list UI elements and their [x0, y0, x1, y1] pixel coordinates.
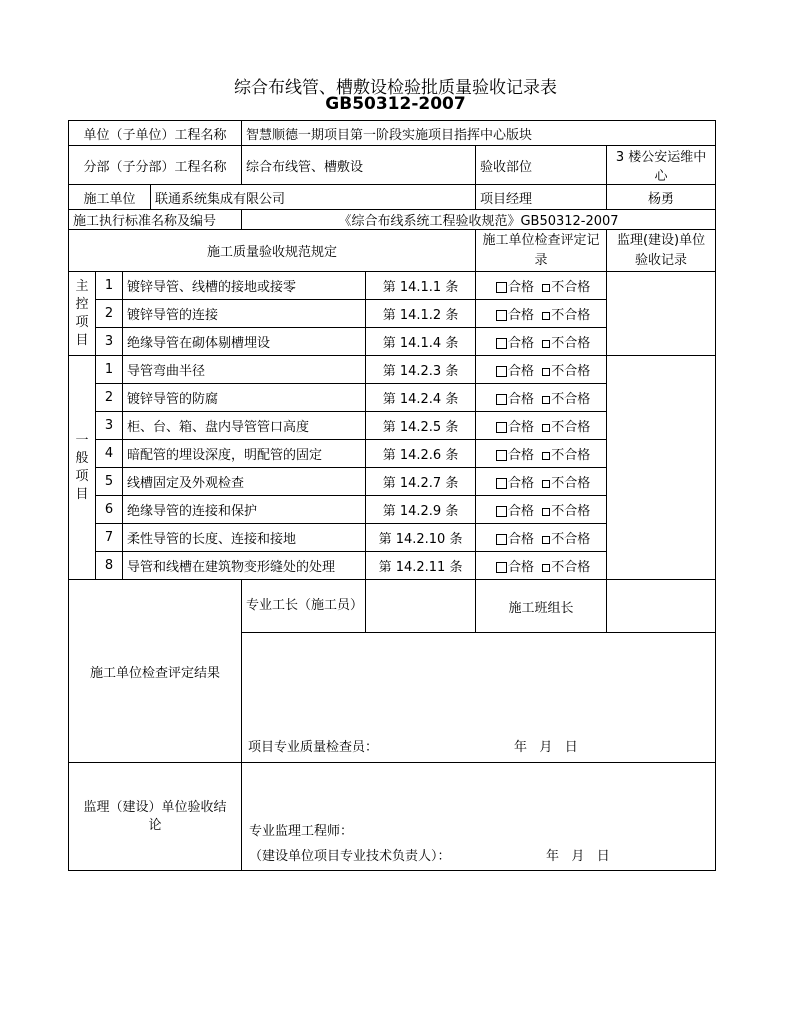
check-options: 合格 不合格: [476, 524, 607, 552]
fail-checkbox[interactable]: [542, 396, 550, 404]
team-leader-signature-field[interactable]: [607, 580, 716, 633]
pass-checkbox[interactable]: [496, 366, 507, 377]
fail-checkbox[interactable]: [542, 284, 550, 292]
contractor-label: 施工单位: [69, 185, 151, 210]
owner-label: （建设单位项目专业技术负责人）：: [249, 849, 451, 864]
fail-checkbox[interactable]: [542, 424, 550, 432]
check-options: 合格 不合格: [476, 328, 607, 356]
check-options: 合格 不合格: [476, 496, 607, 524]
check-options: 合格 不合格: [476, 440, 607, 468]
fail-checkbox[interactable]: [542, 508, 550, 516]
fail-checkbox[interactable]: [542, 452, 550, 460]
contractor-signature-area[interactable]: [242, 633, 716, 763]
item-clause: 第 14.2.7 条: [366, 468, 476, 496]
item-description: 镀锌导管的防腐: [123, 384, 366, 412]
item-number: 2: [96, 384, 123, 412]
item-clause: 第 14.1.1 条: [366, 272, 476, 300]
item-number: 5: [96, 468, 123, 496]
unit-name-label: 单位（子单位）工程名称: [69, 121, 242, 146]
accept-part-label: 验收部位: [476, 146, 607, 185]
spec-column-header: 施工质量验收规范规定: [69, 230, 476, 272]
foreman-label: 专业工长（施工员）: [242, 580, 366, 633]
supervisor-record-main[interactable]: [607, 272, 716, 356]
form-title: 综合布线管、槽敷设检验批质量验收记录表: [234, 78, 557, 98]
pm-label: 项目经理: [476, 185, 607, 210]
inspection-table: [68, 120, 716, 871]
accept-part-value: 3 楼公安运维中心: [607, 146, 716, 185]
contractor-eval-header: 施工单位检查评定记录: [476, 230, 607, 272]
supervisor-date: 年 月 日: [546, 849, 610, 864]
engineer-label: 专业监理工程师：: [249, 824, 354, 839]
item-description: 镀锌导管、线槽的接地或接零: [123, 272, 366, 300]
item-description: 暗配管的埋设深度，明配管的固定: [123, 440, 366, 468]
standard-label: 施工执行标准名称及编号: [69, 210, 242, 230]
check-options: 合格 不合格: [476, 300, 607, 328]
item-clause: 第 14.2.3 条: [366, 356, 476, 384]
main-items-label: 主 控 项 目: [69, 272, 96, 356]
division-name-label: 分部（子分部）工程名称: [69, 146, 242, 185]
pass-checkbox[interactable]: [496, 562, 507, 573]
item-number: 2: [96, 300, 123, 328]
general-items-label: 一 般 项 目: [69, 356, 96, 580]
supervisor-record-header: 监理(建设)单位验收记录: [607, 230, 716, 272]
contractor-value: 联通系统集成有限公司: [151, 185, 476, 210]
pass-checkbox[interactable]: [496, 506, 507, 517]
unit-name-value: 智慧顺德一期项目第一阶段实施项目指挥中心版块: [242, 121, 716, 146]
division-name-value: 综合布线管、槽敷设: [242, 146, 476, 185]
item-number: 3: [96, 328, 123, 356]
item-description: 绝缘导管在砌体剔槽埋设: [123, 328, 366, 356]
foreman-signature-field[interactable]: [366, 580, 476, 633]
item-description: 柔性导管的长度、连接和接地: [123, 524, 366, 552]
item-number: 1: [96, 272, 123, 300]
supervisor-record-general[interactable]: [607, 356, 716, 580]
check-options: 合格 不合格: [476, 356, 607, 384]
fail-checkbox[interactable]: [542, 564, 550, 572]
item-clause: 第 14.2.4 条: [366, 384, 476, 412]
contractor-date: 年 月 日: [514, 740, 578, 755]
supervisor-signature-area[interactable]: [242, 763, 716, 871]
pass-checkbox[interactable]: [496, 310, 507, 321]
item-description: 线槽固定及外观检查: [123, 468, 366, 496]
standard-value: 《综合布线系统工程验收规范》GB50312-2007: [242, 210, 716, 230]
pass-checkbox[interactable]: [496, 338, 507, 349]
item-description: 绝缘导管的连接和保护: [123, 496, 366, 524]
item-number: 3: [96, 412, 123, 440]
check-options: 合格 不合格: [476, 412, 607, 440]
pass-checkbox[interactable]: [496, 534, 507, 545]
item-description: 导管和线槽在建筑物变形缝处的处理: [123, 552, 366, 580]
pass-checkbox[interactable]: [496, 450, 507, 461]
table-row: [69, 356, 716, 384]
pm-value: 杨勇: [607, 185, 716, 210]
pass-checkbox[interactable]: [496, 394, 507, 405]
fail-checkbox[interactable]: [542, 368, 550, 376]
item-clause: 第 14.2.11 条: [366, 552, 476, 580]
check-options: 合格 不合格: [476, 384, 607, 412]
item-clause: 第 14.2.5 条: [366, 412, 476, 440]
item-description: 导管弯曲半径: [123, 356, 366, 384]
fail-checkbox[interactable]: [542, 340, 550, 348]
check-options: 合格 不合格: [476, 272, 607, 300]
pass-checkbox[interactable]: [496, 478, 507, 489]
item-number: 1: [96, 356, 123, 384]
pass-checkbox[interactable]: [496, 422, 507, 433]
table-row: [69, 272, 716, 300]
item-number: 6: [96, 496, 123, 524]
fail-checkbox[interactable]: [542, 480, 550, 488]
item-number: 4: [96, 440, 123, 468]
item-number: 8: [96, 552, 123, 580]
inspector-label: 项目专业质量检查员：: [248, 740, 379, 755]
item-description: 镀锌导管的连接: [123, 300, 366, 328]
item-clause: 第 14.1.4 条: [366, 328, 476, 356]
item-number: 7: [96, 524, 123, 552]
item-description: 柜、台、箱、盘内导管管口高度: [123, 412, 366, 440]
team-leader-label: 施工班组长: [476, 580, 607, 633]
item-clause: 第 14.1.2 条: [366, 300, 476, 328]
fail-checkbox[interactable]: [542, 312, 550, 320]
supervisor-result-label: 监理（建设）单位验收结论: [69, 763, 242, 871]
item-clause: 第 14.2.9 条: [366, 496, 476, 524]
form-code: GB50312-2007: [325, 94, 466, 114]
check-options: 合格 不合格: [476, 468, 607, 496]
check-options: 合格 不合格: [476, 552, 607, 580]
contractor-result-label: 施工单位检查评定结果: [69, 580, 242, 763]
pass-checkbox[interactable]: [496, 282, 507, 293]
item-clause: 第 14.2.10 条: [366, 524, 476, 552]
fail-checkbox[interactable]: [542, 536, 550, 544]
item-clause: 第 14.2.6 条: [366, 440, 476, 468]
